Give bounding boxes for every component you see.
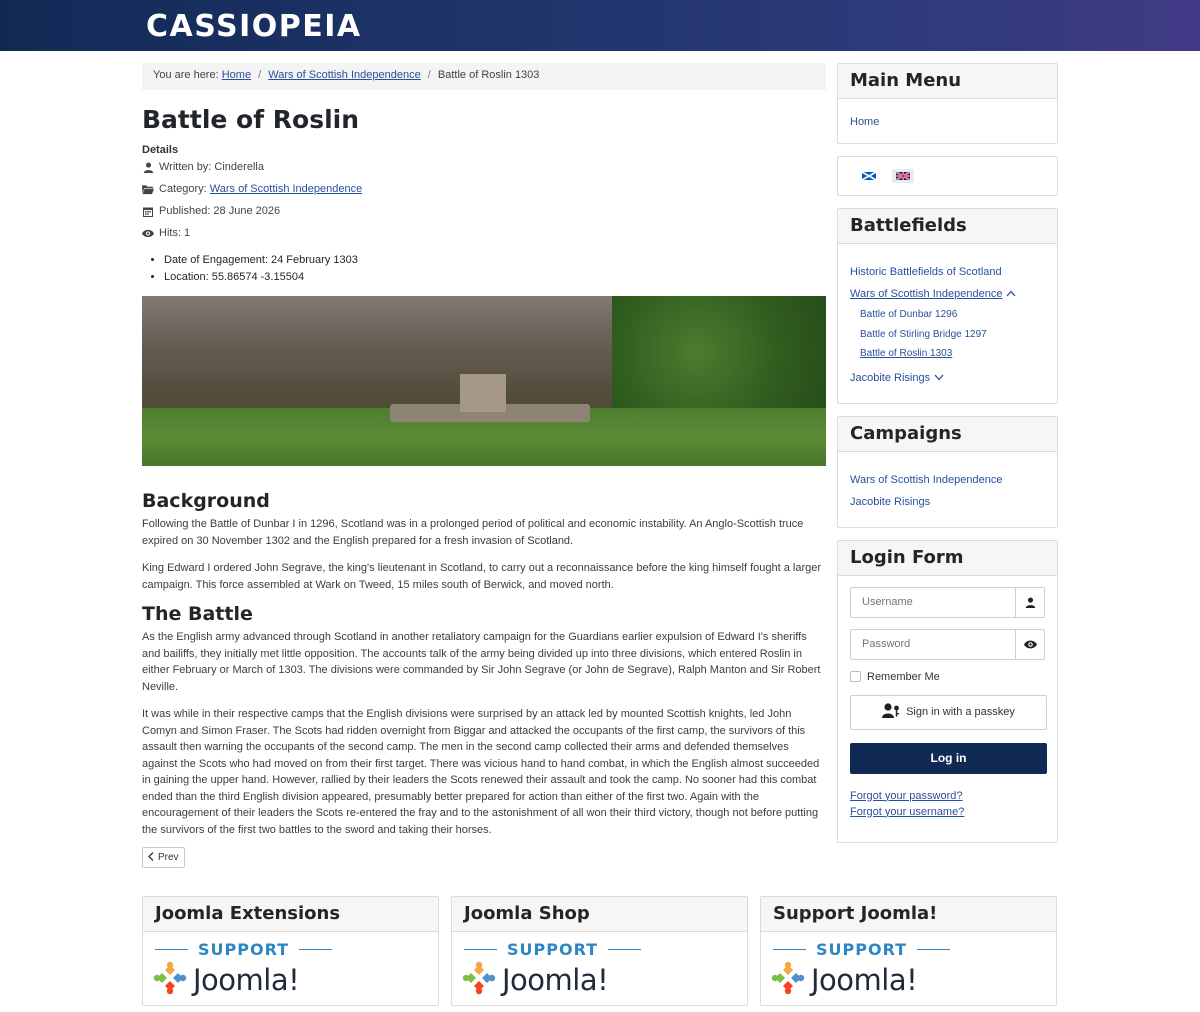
background-paragraph: Following the Battle of Dunbar I in 1296, Scotland was in a prolonged period of political and economic instability. An Anglo-Scottish truce expired on 30 November 1302 and the English prepared for a fresh invasion of Scotland. — [142, 518, 804, 547]
passkey-label: Sign in with a passkey — [906, 706, 1015, 718]
joomla-shop-card — [451, 896, 748, 1006]
prev-button[interactable] — [142, 847, 185, 868]
photo-bush — [612, 296, 826, 421]
support-joomla-title: Support Joomla! — [761, 897, 1056, 932]
photo-monument — [460, 374, 506, 412]
details-heading: Details — [142, 144, 179, 156]
battle-heading: The Battle — [142, 603, 253, 625]
user-icon — [142, 161, 154, 173]
forgot-password-link[interactable]: Forgot your password? — [850, 789, 963, 802]
username-field — [850, 587, 1045, 618]
page-title: Battle of Roslin — [142, 105, 360, 134]
battlefield-photo — [142, 296, 826, 466]
eye-icon — [142, 227, 154, 239]
footer-modules — [142, 896, 1058, 1006]
joomla-wordmark: Joomla! — [502, 962, 609, 997]
forgot-username-link[interactable]: Forgot your username? — [850, 805, 965, 818]
login-form-title: Login Form — [838, 541, 1057, 576]
main-menu-home[interactable]: Home — [850, 116, 880, 128]
breadcrumb-home[interactable]: Home — [221, 69, 252, 81]
passkey-icon — [882, 703, 900, 721]
chevron-left-icon — [148, 852, 154, 864]
support-joomla-card — [760, 896, 1057, 1006]
passkey-button[interactable] — [850, 695, 1047, 730]
eye-icon[interactable] — [1015, 630, 1044, 659]
breadcrumb-prefix: You are here: — [153, 69, 219, 81]
menu-battle-roslin[interactable]: Battle of Roslin 1303 — [860, 348, 953, 359]
campaign-wars-of-independence[interactable]: Wars of Scottish Independence — [850, 473, 1003, 486]
hits-row — [142, 222, 826, 244]
page-body — [0, 51, 1200, 1012]
published-row — [142, 200, 826, 222]
campaigns-card — [837, 416, 1058, 528]
category-row — [142, 178, 826, 200]
fact-location: • Location: 55.86574 -3.15504 — [164, 269, 826, 286]
remember-me[interactable] — [850, 671, 1045, 683]
calendar-icon — [142, 205, 154, 217]
chevron-down-icon[interactable] — [934, 372, 944, 384]
menu-wars-of-independence[interactable]: Wars of Scottish Independence — [850, 288, 1003, 300]
category-link[interactable]: Wars of Scottish Independence — [209, 183, 363, 195]
support-text: SUPPORT — [507, 940, 599, 959]
campaigns-title: Campaigns — [838, 417, 1057, 452]
support-text: SUPPORT — [198, 940, 290, 959]
background-heading: Background — [142, 490, 270, 512]
folder-icon — [142, 183, 154, 195]
language-switcher-card — [837, 156, 1058, 196]
site-brand[interactable]: CASSIOPEIA — [146, 9, 362, 44]
joomla-logo-icon — [771, 961, 805, 998]
password-input[interactable] — [851, 630, 1015, 659]
remember-checkbox[interactable] — [850, 671, 861, 682]
battlefields-card — [837, 208, 1058, 404]
battlefields-title: Battlefields — [838, 209, 1057, 244]
photo-trees — [142, 296, 622, 411]
main-menu-title: Main Menu — [838, 64, 1057, 99]
menu-battle-dunbar[interactable]: Battle of Dunbar 1296 — [860, 309, 958, 320]
support-joomla-banner[interactable] — [452, 932, 747, 998]
login-form-card — [837, 540, 1058, 843]
username-input[interactable] — [851, 588, 1015, 617]
joomla-extensions-card — [142, 896, 439, 1006]
facts-list — [142, 252, 826, 286]
sidebar — [837, 63, 1058, 855]
breadcrumb — [142, 63, 826, 90]
battle-paragraph: As the English army advanced through Scotland in another retaliatory campaign for the Guardians earlier expulsion of Edward I's sheriffs and bailiffs, they initially met little opposition. The accounts talk of the army being divided up into three divisions, which entered Roslin in either February or March of 1303. The divisions were commanded by Sir John Segrave (or John de Segrave), Ralph Manton and Sir Robert Neville. — [142, 631, 821, 693]
support-joomla-banner[interactable] — [143, 932, 438, 998]
menu-jacobite-risings[interactable]: Jacobite Risings — [850, 371, 931, 384]
joomla-logo-icon — [462, 961, 496, 998]
breadcrumb-current: Battle of Roslin 1303 — [437, 69, 540, 81]
hits-text: Hits: 1 — [159, 227, 191, 239]
main-menu-card — [837, 63, 1058, 144]
remember-label: Remember Me — [867, 670, 940, 683]
joomla-logo-icon — [153, 961, 187, 998]
joomla-extensions-title: Joomla Extensions — [143, 897, 438, 932]
uk-flag-icon[interactable] — [892, 169, 914, 183]
support-joomla-banner[interactable] — [761, 932, 1056, 998]
background-paragraph: King Edward I ordered John Segrave, the king's lieutenant in Scotland, to carry out a reconnaissance before the king himself fought a larger campaign. This force assembled at Wark on Tweed, 15 miles south of Berwick, and moved north. — [142, 562, 822, 591]
login-button[interactable]: Log in — [850, 743, 1047, 774]
battle-paragraph: It was while in their respective camps that the English divisions were surprised by an attack led by mounted Scottish knights, led John Comyn and Simon Fraser. The Scots had ridden overnight from Biggar and attacked the occupants of the first camp, the survivors of this assault then warning the occupants of the second camp. The men in the second camp collected their arms and defended themselves against the Scots who had moved on from their first target. There was vicious hand to hand combat, in which the English almost succeeded in gaining the upper hand. However, rallied by their leaders the Scots renewed their assault and took the camp. No sooner had this combat ended than the third English division appeared, presumably better prepared for action than either of the first two. Again with the encouragement of their leaders the Scots re-entered the fray and to the astonishment of all won their third victory, though not before putting the survivors of the first two battles to the sword and taking their horses. — [142, 708, 820, 836]
campaign-jacobite-risings[interactable]: Jacobite Risings — [850, 495, 931, 508]
chevron-up-icon[interactable] — [1006, 288, 1016, 300]
breadcrumb-separator: / — [258, 69, 262, 81]
site-header — [0, 0, 1200, 51]
category-prefix: Category: — [159, 183, 207, 195]
user-icon — [1015, 588, 1044, 617]
scotland-flag-icon[interactable] — [858, 169, 880, 183]
joomla-wordmark: Joomla! — [811, 962, 918, 997]
breadcrumb-separator: / — [427, 69, 431, 81]
support-text: SUPPORT — [816, 940, 908, 959]
breadcrumb-wars[interactable]: Wars of Scottish Independence — [268, 69, 421, 81]
joomla-wordmark: Joomla! — [193, 962, 300, 997]
prev-label: Prev — [158, 852, 179, 863]
menu-historic-battlefields[interactable]: Historic Battlefields of Scotland — [850, 266, 1002, 278]
menu-battle-stirling[interactable]: Battle of Stirling Bridge 1297 — [860, 328, 987, 340]
fact-date: • Date of Engagement: 24 February 1303 — [164, 252, 826, 269]
password-field — [850, 629, 1045, 660]
author-text: Written by: Cinderella — [159, 161, 264, 173]
main-content — [142, 63, 826, 868]
joomla-shop-title: Joomla Shop — [452, 897, 747, 932]
published-text: Published: 28 June 2026 — [159, 205, 281, 217]
author-row — [142, 156, 826, 178]
